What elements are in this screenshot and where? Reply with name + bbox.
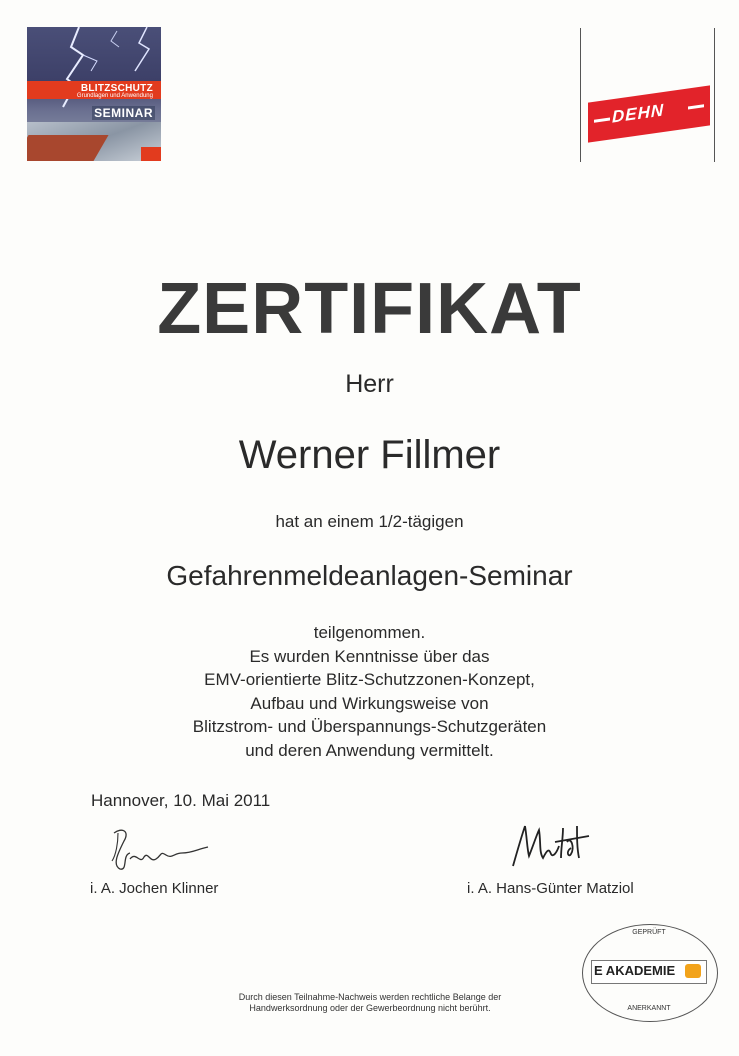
seal-top-text: GEPRÜFT <box>632 929 666 936</box>
dehn-logo-text: DEHN <box>612 100 665 127</box>
description-line: Blitzstrom- und Überspannungs-Schutzgeräten <box>192 717 547 736</box>
description-line: teilgenommen. <box>313 623 426 642</box>
signer-left: i. A. Jochen Klinner <box>90 880 219 897</box>
signature-left <box>100 825 220 880</box>
logo-line3: SEMINAR <box>94 106 153 120</box>
footer-note-line: Durch diesen Teilnahme-Nachweis werden rechtliche Belange der <box>238 992 502 1002</box>
seal-badge-icon <box>685 964 701 978</box>
logo-line2: Grundlagen und Anwendung <box>76 93 153 99</box>
seal-label: E AKADEMIE <box>594 963 676 978</box>
signature-right <box>505 818 605 878</box>
place-date: Hannover, 10. Mai 2011 <box>91 791 271 810</box>
seminar-name: Gefahrenmeldeanlagen-Seminar <box>166 560 573 591</box>
signer-right: i. A. Hans-Günter Matziol <box>467 880 634 897</box>
recipient-name: Werner Fillmer <box>238 433 501 477</box>
description-line: EMV-orientierte Blitz-Schutzzonen-Konzept, <box>204 670 535 689</box>
blitzschutz-seminar-logo <box>27 27 161 161</box>
logo-divider-right <box>714 28 715 162</box>
description <box>0 621 739 762</box>
logo-divider-left <box>580 28 581 162</box>
logo-accent <box>141 147 161 161</box>
attendance-text: hat an einem 1/2-tägigen <box>275 512 464 531</box>
description-line: und deren Anwendung vermittelt. <box>245 740 494 760</box>
description-line: Aufbau und Wirkungsweise von <box>250 693 489 713</box>
footer-note <box>220 992 520 1014</box>
certificate-title: ZERTIFIKAT <box>157 269 582 349</box>
footer-note-line: Handwerksordnung oder der Gewerbeordnung nicht berührt. <box>249 1003 491 1013</box>
description-line: Es wurden Kenntnisse über das <box>249 646 490 666</box>
seal-bottom-text: ANERKANNT <box>627 1005 671 1012</box>
logo-line1: BLITZSCHUTZ <box>80 83 153 94</box>
salutation: Herr <box>345 370 394 398</box>
